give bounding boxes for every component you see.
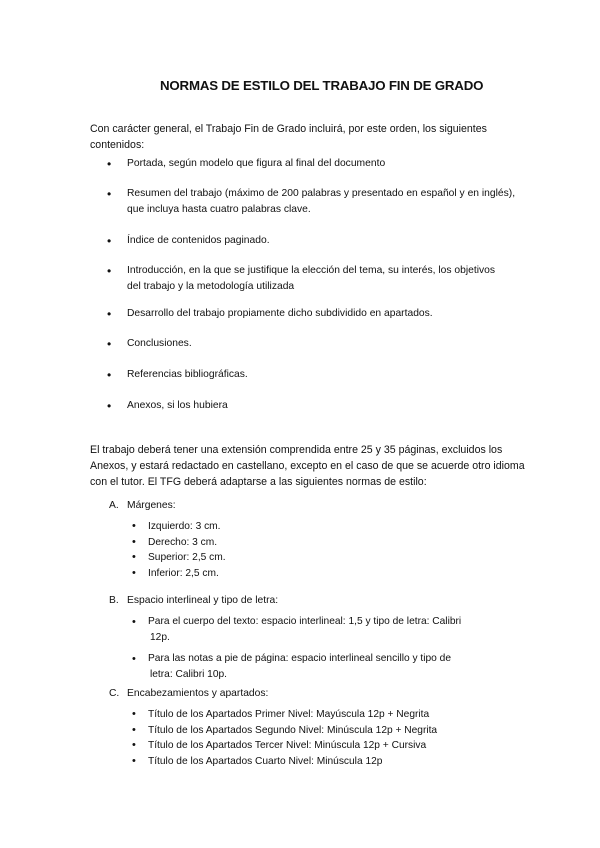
- extension-paragraph: El trabajo deberá tener una extensión comprendida entre 25 y 35 páginas, excluidos los Anexos, y estará redactado en castellano, excepto en el caso de que se acuerde otro idioma con el tutor. El TFG deberá adaptarse a las siguientes normas de estilo:: [90, 444, 525, 488]
- spacing-item-body: [148, 614, 508, 646]
- contents-item-anexos: • Anexos, si los hubiera: [127, 398, 527, 414]
- margin-item-right: • Derecho: 3 cm.: [148, 535, 217, 550]
- contents-item-referencias: • Referencias bibliográficas.: [127, 367, 527, 383]
- spacing-item-footnotes-line1: Para las notas a pie de página: espacio interlineal sencillo y tipo de: [148, 653, 451, 664]
- section-a-title: Márgenes:: [127, 500, 176, 511]
- margin-item-bottom: • Inferior: 2,5 cm.: [148, 566, 219, 581]
- heading-level-3: • Título de los Apartados Tercer Nivel: Minúscula 12p + Cursiva: [148, 738, 426, 753]
- spacing-item-footnotes-line2: letra: Calibri 10p.: [150, 669, 228, 680]
- section-c-letter: C.: [109, 688, 120, 699]
- section-b-letter: B.: [109, 595, 119, 606]
- section-c-title: Encabezamientos y apartados:: [127, 688, 269, 699]
- contents-item-conclusiones: • Conclusiones.: [127, 336, 527, 352]
- heading-level-4: • Título de los Apartados Cuarto Nivel: Minúscula 12p: [148, 754, 382, 769]
- spacing-item-footnotes: [148, 651, 508, 683]
- contents-item-indice: • Índice de contenidos paginado.: [127, 233, 527, 249]
- heading-level-2: • Título de los Apartados Segundo Nivel: Minúscula 12p + Negrita: [148, 723, 437, 738]
- section-a-letter: A.: [109, 500, 119, 511]
- contents-item-introduccion: • Introducción, en la que se justifique la elección del tema, su interés, los objetivos del trabajo y la metodología utilizada: [127, 263, 507, 295]
- heading-level-1: • Título de los Apartados Primer Nivel: Mayúscula 12p + Negrita: [148, 707, 429, 722]
- contents-item-resumen: • Resumen del trabajo (máximo de 200 palabras y presentado en español y en inglés), que incluya hasta cuatro palabras clave.: [127, 186, 522, 218]
- intro-paragraph: Con carácter general, el Trabajo Fin de Grado incluirá, por este orden, los siguientes contenidos:: [90, 123, 487, 151]
- section-b-heading: [109, 593, 278, 609]
- margin-item-left: • Izquierdo: 3 cm.: [148, 519, 220, 534]
- spacing-item-body-line1: Para el cuerpo del texto: espacio interlineal: 1,5 y tipo de letra: Calibri: [148, 616, 462, 627]
- section-c-heading: [109, 686, 268, 702]
- section-a-heading: [109, 498, 176, 514]
- contents-item-desarrollo: • Desarrollo del trabajo propiamente dicho subdividido en apartados.: [127, 306, 527, 322]
- contents-item-portada: • Portada, según modelo que figura al final del documento: [127, 156, 527, 172]
- margin-item-top: • Superior: 2,5 cm.: [148, 550, 226, 565]
- document-title: NORMAS DE ESTILO DEL TRABAJO FIN DE GRADO: [160, 78, 484, 93]
- section-b-title: Espacio interlineal y tipo de letra:: [127, 595, 279, 606]
- spacing-item-body-line2: 12p.: [150, 632, 170, 643]
